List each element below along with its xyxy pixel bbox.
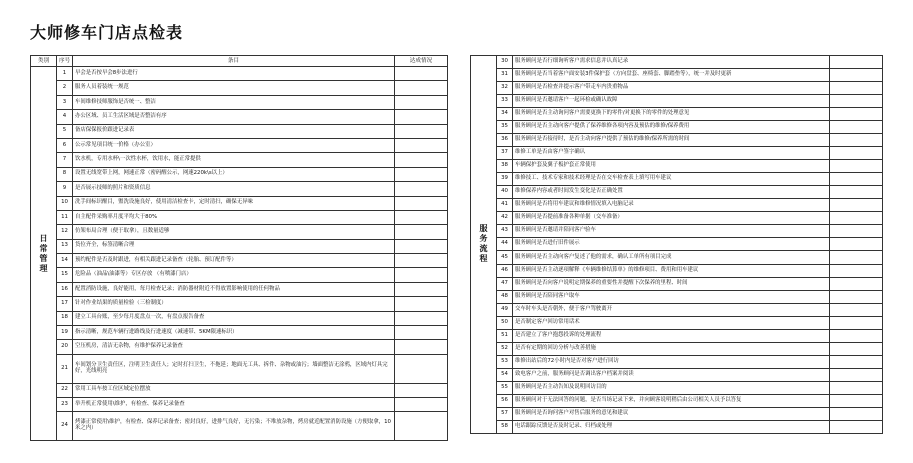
seq-cell: 2 [57,81,73,95]
seq-cell: 36 [497,134,513,147]
table-row [471,342,883,355]
status-cell[interactable] [395,182,448,196]
item-cell: 是否有定期的回访分析与改善措施 [513,342,830,355]
status-cell[interactable] [395,340,448,354]
item-cell: 维修保养内容或者时间发生变化是否正确处置 [513,186,830,199]
status-cell[interactable] [830,368,883,381]
item-cell: 交车时车头是否朝外，便于客户驾驶离开 [513,303,830,316]
status-cell[interactable] [830,355,883,368]
status-cell[interactable] [830,303,883,316]
table-row [471,134,883,147]
item-cell: 服务顾问是否行细询听客户需求信息并认真记录 [513,56,830,69]
seq-cell: 11 [57,210,73,224]
table-row [471,95,883,108]
item-cell: 危险品（油品\油漆等）专区存放 （有喷漆门店） [73,268,395,282]
table-row [471,303,883,316]
item-cell: 服务顾问是否主动告知及说明回访目的 [513,381,830,394]
item-cell: 服务顾问是否主动向客户复述了他的需求，确认工单所有项目完成 [513,251,830,264]
item-cell: 维修出站后的72小时内是否对客户进行回访 [513,355,830,368]
item-cell: 备店保保报价跟进记录表 [73,124,395,138]
table-row [471,121,883,134]
table-row [471,225,883,238]
item-cell: 车间划分卫生责任区，注明卫生责任人；定时打扫卫生，不拖延；地面无工具、拆件、杂物或油污；墙面整洁无涂鸦，区域内灯具完好，光线明亮 [73,354,395,383]
item-cell: 服务顾问是否询问客户对售后服务的意见和建议 [513,407,830,420]
item-cell: 自主配件采购率月度平均大于80% [73,210,395,224]
status-cell[interactable] [395,254,448,268]
table-row [31,268,448,282]
seq-cell: 1 [57,67,73,81]
seq-cell: 53 [497,355,513,368]
daily-management-rows [31,67,448,441]
seq-cell: 35 [497,121,513,134]
seq-cell: 40 [497,186,513,199]
table-row [31,354,448,383]
table-row [471,147,883,160]
table-row [31,110,448,124]
status-cell[interactable] [830,264,883,277]
item-cell: 是否建立了客户抱怨投诉的处理流程 [513,329,830,342]
item-cell: 服务顾问是否检查并提示客户带走车内贵重物品 [513,82,830,95]
status-cell[interactable] [830,121,883,134]
status-cell[interactable] [395,210,448,224]
page-title: 大师修车门店点检表 [30,23,184,42]
item-cell: 是否制定客户回访常用话术 [513,316,830,329]
seq-cell: 39 [497,173,513,186]
table-row [471,316,883,329]
item-cell: 服务顾问对于无法回答的问题，是否当场记录下来，并向顾客说明稍后由公司相关人员予以答复 [513,394,830,407]
status-cell[interactable] [830,290,883,303]
status-cell[interactable] [830,69,883,82]
seq-cell: 14 [57,254,73,268]
table-row [31,153,448,167]
item-cell: 服务顾问是否主动询问客户需要更换下的零件/对更换下的零件的处理意见 [513,108,830,121]
status-cell[interactable] [830,199,883,212]
status-cell[interactable] [395,268,448,282]
table-row [31,138,448,152]
item-cell: 电话跟踪反馈是否及时记录、归档或处理 [513,420,830,433]
seq-cell: 44 [497,238,513,251]
seq-cell: 15 [57,268,73,282]
item-header: 条目 [73,56,395,67]
status-cell[interactable] [830,56,883,69]
seq-cell: 30 [497,56,513,69]
table-row [31,124,448,138]
status-cell[interactable] [395,225,448,239]
item-cell: 服务顾问是否进行旧件展示 [513,238,830,251]
category-cell: 日 常 管 理 [31,67,57,441]
seq-cell: 56 [497,394,513,407]
item-cell: 服务顾问是否邀请客户一起环检或确认故障 [513,95,830,108]
seq-cell: 7 [57,153,73,167]
item-cell: 致电客户之前，服务顾问是否调出客户档案并阅读 [513,368,830,381]
seq-cell: 22 [57,383,73,397]
table-row [31,182,448,196]
item-cell: 服务顾问是否邀请并陪同客户验车 [513,225,830,238]
status-cell[interactable] [395,124,448,138]
status-cell[interactable] [830,342,883,355]
seq-cell: 43 [497,225,513,238]
item-cell: 公示常见项目统一价格（办公室） [73,138,395,152]
item-cell: 建立工具台账，至少每月度盘点一次，有盘点报告备查 [73,311,395,325]
table-row [471,251,883,264]
table-row [471,69,883,82]
seq-cell: 47 [497,277,513,290]
item-cell: 维修技工、技术专家和技术经理是否在交车检查表上填写用车建议 [513,173,830,186]
service-process-rows [471,56,883,434]
status-cell[interactable] [395,110,448,124]
seq-cell: 45 [497,251,513,264]
status-cell[interactable] [395,326,448,340]
seq-cell: 18 [57,311,73,325]
item-cell: 空压机房，清洁无杂物，有维护保养记录备查 [73,340,395,354]
table-row [31,254,448,268]
table-row [471,173,883,186]
status-cell[interactable] [830,186,883,199]
table-row [471,56,883,69]
table-row [471,407,883,420]
item-cell: 维修工单是否由客户签字确认 [513,147,830,160]
table-row [31,297,448,311]
seq-header: 序号 [57,56,73,67]
status-cell[interactable] [830,160,883,173]
status-cell[interactable] [830,277,883,290]
table-row [471,329,883,342]
item-cell: 车间维修技师服饰是否统一、整洁 [73,95,395,109]
status-cell[interactable] [830,147,883,160]
seq-cell: 8 [57,167,73,181]
table-row [471,394,883,407]
seq-cell: 46 [497,264,513,277]
seq-cell: 3 [57,95,73,109]
item-cell: 服务人员着装统一规范 [73,81,395,95]
seq-cell: 58 [497,420,513,433]
item-cell: 指示清晰，规范车辆行进路线及行进速度（减速带、5KM限速标识） [73,326,395,340]
status-cell[interactable] [395,398,448,412]
table-row [31,67,448,81]
table-row [471,82,883,95]
seq-cell: 16 [57,282,73,296]
seq-cell: 57 [497,407,513,420]
status-cell[interactable] [395,383,448,397]
seq-cell: 32 [497,82,513,95]
seq-cell: 55 [497,381,513,394]
seq-cell: 37 [497,147,513,160]
seq-cell: 48 [497,290,513,303]
table-row [31,225,448,239]
table-row [471,199,883,212]
table-row [471,108,883,121]
item-cell: 服务顾问是否向客户说明定期保养的重要性并提醒下次保养的里程、时间 [513,277,830,290]
seq-cell: 54 [497,368,513,381]
seq-cell: 10 [57,196,73,210]
category-header: 类别 [31,56,57,67]
item-cell: 配置消防设施，良好能用，每月检查记录；消防器材附近不得放置影响使用的任何物品 [73,282,395,296]
item-cell: 是否展示技师的照片和资质信息 [73,182,395,196]
table-row [31,239,448,253]
seq-cell: 42 [497,212,513,225]
item-cell: 常用工具车按工位区域定位摆放 [73,383,395,397]
status-cell[interactable] [830,329,883,342]
item-cell: 饮水机，专用水杯\一次性水杯，饮用水，能正常提供 [73,153,395,167]
seq-cell: 50 [497,316,513,329]
seq-cell: 24 [57,412,73,441]
item-cell: 设置无线宽带上网，网速正常（密码醒公示，网速220k\s以上） [73,167,395,181]
status-cell[interactable] [395,297,448,311]
table-row [31,196,448,210]
item-cell: 预约配件是否及时跟进，有相关跟进记录备查（轮胎、预订配件等） [73,254,395,268]
table-row [471,290,883,303]
seq-cell: 9 [57,182,73,196]
table-row [31,95,448,109]
table-row [471,368,883,381]
item-cell: 服务顾问是否陪同客户取车 [513,290,830,303]
item-cell: 早会是否按早会8步法进行 [73,67,395,81]
status-cell[interactable] [830,420,883,433]
table-row [31,383,448,397]
seq-cell: 17 [57,297,73,311]
status-cell[interactable] [395,412,448,441]
status-cell[interactable] [830,225,883,238]
item-cell: 办公区域、员工生活区域是否整洁有序 [73,110,395,124]
item-cell: 服务顾问是否主动逐项解释《车辆维修结算单》的维修项目、费用和用车建议 [513,264,830,277]
service-process-table [470,55,883,434]
table-row [31,282,448,296]
table-row [31,311,448,325]
status-header: 达成情况 [395,56,448,67]
seq-cell: 5 [57,124,73,138]
table-row [471,264,883,277]
table-row [31,210,448,224]
category-cell: 服 务 流 程 [471,56,497,434]
status-cell[interactable] [830,407,883,420]
status-cell[interactable] [395,81,448,95]
item-cell: 服务顾问是否接待时，是否主动向客户提供了预估的维修/保养所需的时间 [513,134,830,147]
status-cell[interactable] [395,153,448,167]
table-row [31,412,448,441]
seq-cell: 52 [497,342,513,355]
seq-cell: 34 [497,108,513,121]
item-cell: 服务顾问是否主动向客户提供了保养维修各项内容及预估的维修/保养费用 [513,121,830,134]
status-cell[interactable] [395,282,448,296]
seq-cell: 41 [497,199,513,212]
item-cell: 服务顾问是否提前准备各种单据（交车准备） [513,212,830,225]
status-cell[interactable] [395,196,448,210]
status-cell[interactable] [395,67,448,81]
table-row [471,277,883,290]
item-cell: 服务顾问是否将用车建议和维修情况填入电脑记录 [513,199,830,212]
table-row [31,398,448,412]
seq-cell: 19 [57,326,73,340]
item-cell: 针对作业结果的质量检验（三检制度） [73,297,395,311]
status-cell[interactable] [830,381,883,394]
status-cell[interactable] [395,354,448,383]
item-cell: 仿架布局合理（便于取拿），且数量适够 [73,225,395,239]
item-cell: 洗手间标识醒目，盥洗设施良好，使用清洁检查卡，定时清扫，确保无异味 [73,196,395,210]
item-cell: 烤漆正常使用\维护，有检查、保养记录备查；密封良好，进排气良好，无污染；不堆放杂物，烤房就近配置消防设施（方便取拿，10米之内） [73,412,395,441]
table-row [471,238,883,251]
seq-cell: 31 [497,69,513,82]
table-row [471,355,883,368]
status-cell[interactable] [830,316,883,329]
seq-cell: 20 [57,340,73,354]
status-cell[interactable] [830,251,883,264]
status-cell[interactable] [395,95,448,109]
status-cell[interactable] [830,134,883,147]
seq-cell: 12 [57,225,73,239]
table-header-row [31,56,448,67]
seq-cell: 21 [57,354,73,383]
seq-cell: 38 [497,160,513,173]
seq-cell: 33 [497,95,513,108]
table-row [471,381,883,394]
item-cell: 货位齐全，标签清晰合理 [73,239,395,253]
table-row [31,326,448,340]
seq-cell: 23 [57,398,73,412]
table-row [31,167,448,181]
item-cell: 车辆保护套及翼子板护套正常使用 [513,160,830,173]
seq-cell: 6 [57,138,73,152]
status-cell[interactable] [830,95,883,108]
status-cell[interactable] [830,238,883,251]
status-cell[interactable] [830,173,883,186]
item-cell: 服务顾问是否当着客户面安装3件保护套（方向盘套、座椅套、脚踏垫等），统一并及时更新 [513,69,830,82]
status-cell[interactable] [395,138,448,152]
status-cell[interactable] [395,311,448,325]
table-row [471,160,883,173]
item-cell: 举升机正常使用\维护，有检查、保养记录备查 [73,398,395,412]
seq-cell: 51 [497,329,513,342]
status-cell[interactable] [395,167,448,181]
status-cell[interactable] [395,239,448,253]
status-cell[interactable] [830,82,883,95]
status-cell[interactable] [830,212,883,225]
daily-management-table [30,55,448,441]
table-row [31,340,448,354]
seq-cell: 13 [57,239,73,253]
seq-cell: 49 [497,303,513,316]
seq-cell: 4 [57,110,73,124]
table-row [471,212,883,225]
table-row [471,420,883,433]
table-row [31,81,448,95]
table-row [471,186,883,199]
status-cell[interactable] [830,108,883,121]
status-cell[interactable] [830,394,883,407]
